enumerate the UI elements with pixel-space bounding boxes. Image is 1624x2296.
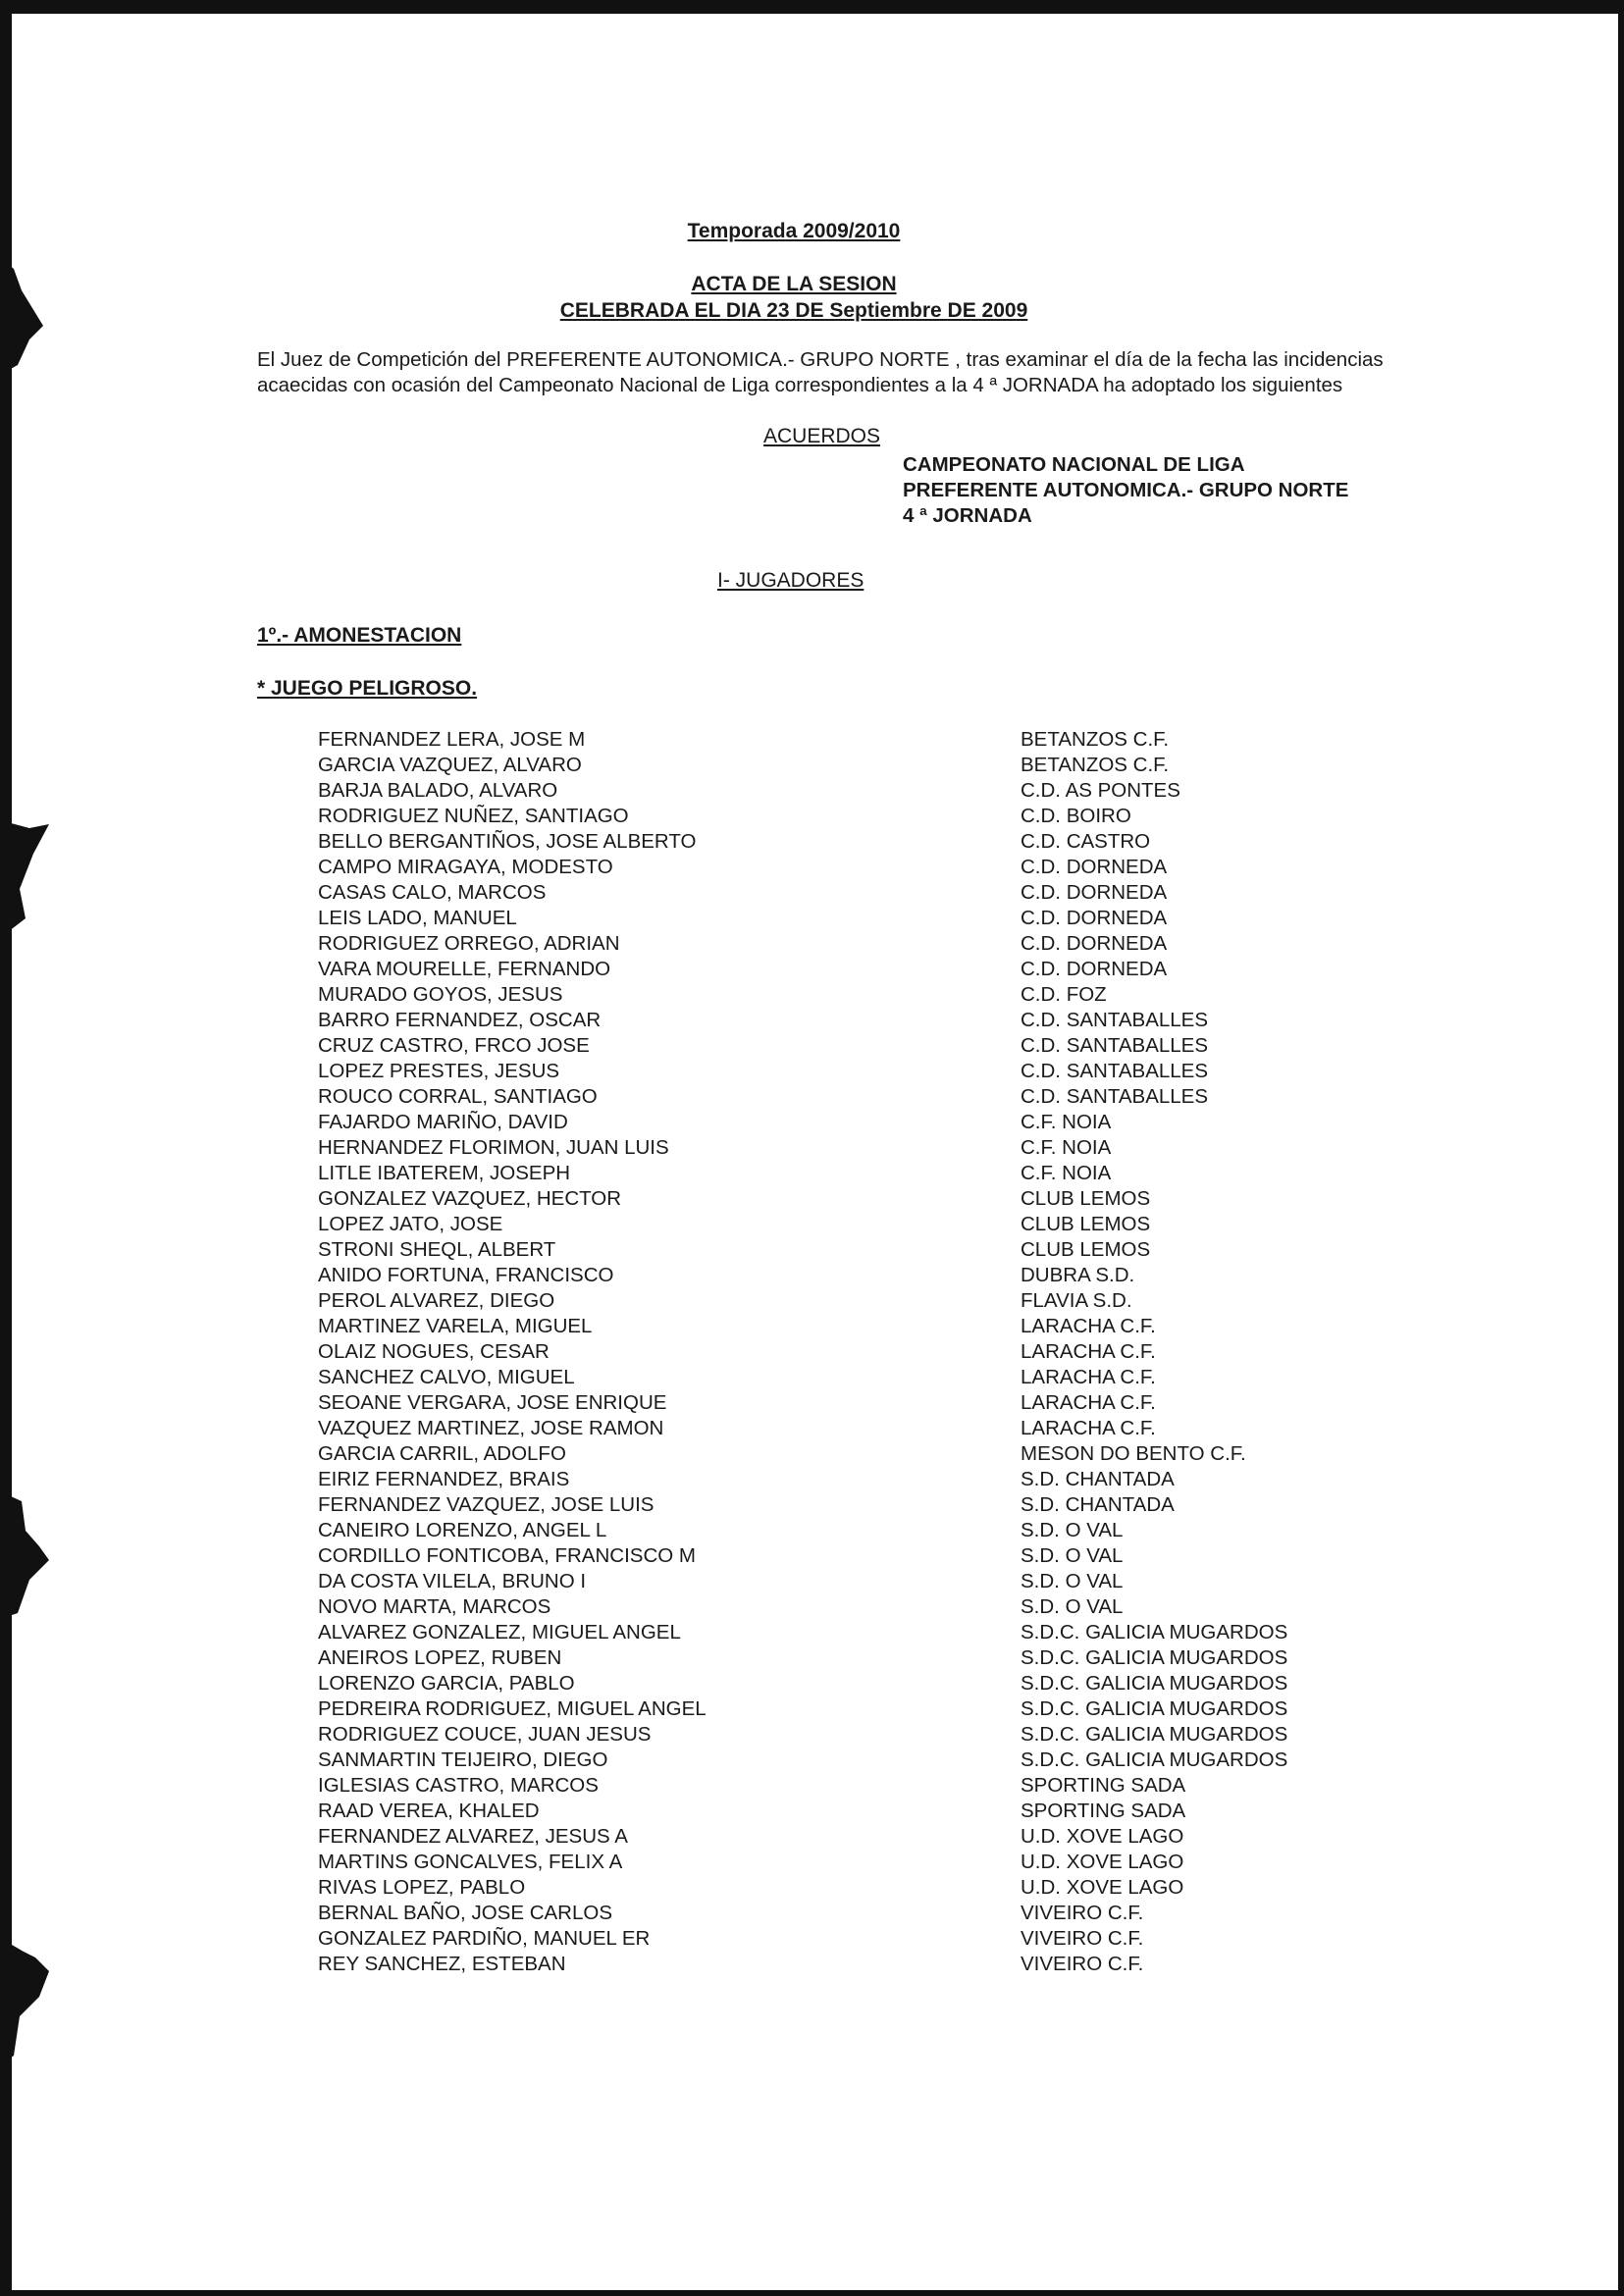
player-club: C.D. FOZ (1021, 983, 1107, 1006)
player-club: LARACHA C.F. (1021, 1391, 1156, 1414)
player-name: CAMPO MIRAGAYA, MODESTO (318, 856, 613, 878)
player-list (318, 727, 1397, 1977)
player-row (318, 1390, 1397, 1416)
player-row (318, 753, 1397, 778)
player-club: CLUB LEMOS (1021, 1238, 1151, 1261)
player-name: HERNANDEZ FLORIMON, JUAN LUIS (318, 1136, 669, 1159)
player-row (318, 1773, 1397, 1799)
player-row (318, 727, 1397, 753)
player-name: RODRIGUEZ ORREGO, ADRIAN (318, 932, 620, 955)
player-name: STRONI SHEQL, ALBERT (318, 1238, 556, 1261)
player-name: LOPEZ JATO, JOSE (318, 1213, 503, 1235)
player-row (318, 957, 1397, 982)
player-club: C.D. SANTABALLES (1021, 1060, 1209, 1082)
player-name: GONZALEZ PARDIÑO, MANUEL ER (318, 1927, 651, 1950)
player-club: VIVEIRO C.F. (1021, 1902, 1144, 1924)
player-name: CORDILLO FONTICOBA, FRANCISCO M (318, 1544, 696, 1567)
player-club: C.F. NOIA (1021, 1111, 1112, 1133)
player-row (318, 1339, 1397, 1365)
player-name: FAJARDO MARIÑO, DAVID (318, 1111, 568, 1133)
player-name: PEROL ALVAREZ, DIEGO (318, 1289, 555, 1312)
player-row (318, 1237, 1397, 1263)
player-row (318, 1722, 1397, 1748)
player-club: C.D. AS PONTES (1021, 779, 1180, 802)
player-row (318, 1875, 1397, 1901)
player-name: NOVO MARTA, MARCOS (318, 1595, 551, 1618)
intro-line: acaecidas con ocasión del Campeonato Nacional de Liga correspondientes a la 4 ª JORNADA ha adoptado los siguientes (257, 374, 1343, 396)
player-club: C.D. CASTRO (1021, 830, 1151, 853)
player-club: U.D. XOVE LAGO (1021, 1876, 1184, 1899)
player-row (318, 1263, 1397, 1288)
player-row (318, 1671, 1397, 1696)
player-name: RODRIGUEZ COUCE, JUAN JESUS (318, 1723, 652, 1746)
player-name: FERNANDEZ VAZQUEZ, JOSE LUIS (318, 1493, 655, 1516)
player-row (318, 880, 1397, 906)
player-row (318, 1543, 1397, 1569)
player-name: BARJA BALADO, ALVARO (318, 779, 558, 802)
player-row (318, 778, 1397, 804)
player-row (318, 1569, 1397, 1594)
player-name: GONZALEZ VAZQUEZ, HECTOR (318, 1187, 622, 1210)
subsection-heading: 1º.- AMONESTACION (257, 624, 462, 647)
player-club: S.D.C. GALICIA MUGARDOS (1021, 1646, 1288, 1669)
player-club: C.D. DORNEDA (1021, 881, 1168, 904)
player-name: ROUCO CORRAL, SANTIAGO (318, 1085, 598, 1108)
player-club: BETANZOS C.F. (1021, 754, 1170, 776)
player-name: OLAIZ NOGUES, CESAR (318, 1340, 550, 1363)
player-row (318, 982, 1397, 1008)
player-row (318, 1033, 1397, 1059)
player-row (318, 1594, 1397, 1620)
player-name: ALVAREZ GONZALEZ, MIGUEL ANGEL (318, 1621, 681, 1644)
competition-line: 4 ª JORNADA (903, 504, 1032, 527)
player-club: C.D. DORNEDA (1021, 856, 1168, 878)
player-club: LARACHA C.F. (1021, 1340, 1156, 1363)
player-row (318, 1696, 1397, 1722)
player-club: C.D. DORNEDA (1021, 932, 1168, 955)
intro-line: El Juez de Competición del PREFERENTE AUTONOMICA.- GRUPO NORTE , tras examinar el día de la fecha las incidencias (257, 348, 1384, 371)
player-name: CRUZ CASTRO, FRCO JOSE (318, 1034, 590, 1057)
player-row (318, 1288, 1397, 1314)
player-row (318, 1824, 1397, 1850)
player-club: C.D. SANTABALLES (1021, 1085, 1209, 1108)
player-club: S.D. O VAL (1021, 1595, 1124, 1618)
player-club: VIVEIRO C.F. (1021, 1953, 1144, 1975)
player-row (318, 1008, 1397, 1033)
player-club: CLUB LEMOS (1021, 1187, 1151, 1210)
player-name: MURADO GOYOS, JESUS (318, 983, 563, 1006)
player-row (318, 1748, 1397, 1773)
player-row (318, 1926, 1397, 1952)
player-name: LOPEZ PRESTES, JESUS (318, 1060, 560, 1082)
player-row (318, 1518, 1397, 1543)
intro-paragraph (257, 347, 1513, 398)
player-name: ANIDO FORTUNA, FRANCISCO (318, 1264, 614, 1286)
player-row (318, 906, 1397, 931)
category-heading: * JUEGO PELIGROSO. (257, 677, 478, 700)
player-row (318, 1314, 1397, 1339)
player-name: EIRIZ FERNANDEZ, BRAIS (318, 1468, 570, 1490)
session-date-title: CELEBRADA EL DIA 23 DE Septiembre DE 2009 (559, 299, 1028, 322)
player-row (318, 1416, 1397, 1441)
player-name: SANMARTIN TEIJEIRO, DIEGO (318, 1748, 608, 1771)
player-club: U.D. XOVE LAGO (1021, 1851, 1184, 1873)
player-club: C.D. DORNEDA (1021, 958, 1168, 980)
player-club: SPORTING SADA (1021, 1774, 1186, 1797)
player-name: VAZQUEZ MARTINEZ, JOSE RAMON (318, 1417, 664, 1439)
player-row (318, 804, 1397, 829)
player-row (318, 1135, 1397, 1161)
season-title: Temporada 2009/2010 (687, 220, 901, 242)
player-row (318, 1365, 1397, 1390)
player-row (318, 1059, 1397, 1084)
player-row (318, 1952, 1397, 1977)
player-club: SPORTING SADA (1021, 1800, 1186, 1822)
player-name: DA COSTA VILELA, BRUNO I (318, 1570, 587, 1592)
player-row (318, 1084, 1397, 1110)
player-club: S.D. O VAL (1021, 1570, 1124, 1592)
player-club: MESON DO BENTO C.F. (1021, 1442, 1246, 1465)
player-name: CASAS CALO, MARCOS (318, 881, 547, 904)
player-name: RIVAS LOPEZ, PABLO (318, 1876, 526, 1899)
player-club: S.D.C. GALICIA MUGARDOS (1021, 1697, 1288, 1720)
player-row (318, 1492, 1397, 1518)
player-club: C.D. DORNEDA (1021, 907, 1168, 929)
player-name: ANEIROS LOPEZ, RUBEN (318, 1646, 562, 1669)
player-row (318, 1186, 1397, 1212)
acta-title: ACTA DE LA SESION (691, 273, 897, 295)
player-name: MARTINS GONCALVES, FELIX A (318, 1851, 623, 1873)
player-club: S.D. O VAL (1021, 1544, 1124, 1567)
player-name: SEOANE VERGARA, JOSE ENRIQUE (318, 1391, 667, 1414)
player-name: RAAD VEREA, KHALED (318, 1800, 540, 1822)
competition-line: PREFERENTE AUTONOMICA.- GRUPO NORTE (903, 479, 1349, 501)
player-club: C.D. SANTABALLES (1021, 1009, 1209, 1031)
player-club: S.D. O VAL (1021, 1519, 1124, 1541)
competition-block (903, 452, 1348, 529)
player-club: C.D. SANTABALLES (1021, 1034, 1209, 1057)
player-name: MARTINEZ VARELA, MIGUEL (318, 1315, 593, 1337)
acuerdos-heading: ACUERDOS (763, 425, 881, 447)
player-name: RODRIGUEZ NUÑEZ, SANTIAGO (318, 805, 629, 827)
player-name: VARA MOURELLE, FERNANDO (318, 958, 611, 980)
player-row (318, 1620, 1397, 1645)
player-club: DUBRA S.D. (1021, 1264, 1135, 1286)
player-club: CLUB LEMOS (1021, 1213, 1151, 1235)
player-club: BETANZOS C.F. (1021, 728, 1170, 751)
player-row (318, 855, 1397, 880)
player-row (318, 1799, 1397, 1824)
player-row (318, 1161, 1397, 1186)
player-name: IGLESIAS CASTRO, MARCOS (318, 1774, 599, 1797)
player-club: S.D.C. GALICIA MUGARDOS (1021, 1672, 1288, 1695)
player-name: REY SANCHEZ, ESTEBAN (318, 1953, 566, 1975)
player-row (318, 1467, 1397, 1492)
player-club: C.D. BOIRO (1021, 805, 1131, 827)
player-row (318, 1441, 1397, 1467)
player-club: LARACHA C.F. (1021, 1366, 1156, 1388)
player-club: S.D.C. GALICIA MUGARDOS (1021, 1748, 1288, 1771)
player-club: VIVEIRO C.F. (1021, 1927, 1144, 1950)
player-name: FERNANDEZ ALVAREZ, JESUS A (318, 1825, 628, 1848)
player-name: GARCIA CARRIL, ADOLFO (318, 1442, 566, 1465)
player-club: S.D. CHANTADA (1021, 1468, 1175, 1490)
player-club: U.D. XOVE LAGO (1021, 1825, 1184, 1848)
player-name: GARCIA VAZQUEZ, ALVARO (318, 754, 582, 776)
player-row (318, 1901, 1397, 1926)
player-name: LEIS LADO, MANUEL (318, 907, 517, 929)
player-club: S.D. CHANTADA (1021, 1493, 1175, 1516)
player-name: LORENZO GARCIA, PABLO (318, 1672, 575, 1695)
player-row (318, 1645, 1397, 1671)
player-name: LITLE IBATEREM, JOSEPH (318, 1162, 571, 1184)
competition-line: CAMPEONATO NACIONAL DE LIGA (903, 453, 1245, 476)
player-club: S.D.C. GALICIA MUGARDOS (1021, 1723, 1288, 1746)
player-club: C.F. NOIA (1021, 1162, 1112, 1184)
player-name: BERNAL BAÑO, JOSE CARLOS (318, 1902, 612, 1924)
player-name: BARRO FERNANDEZ, OSCAR (318, 1009, 602, 1031)
player-name: PEDREIRA RODRIGUEZ, MIGUEL ANGEL (318, 1697, 707, 1720)
player-row (318, 931, 1397, 957)
player-club: LARACHA C.F. (1021, 1417, 1156, 1439)
player-name: BELLO BERGANTIÑOS, JOSE ALBERTO (318, 830, 697, 853)
player-club: LARACHA C.F. (1021, 1315, 1156, 1337)
player-row (318, 1110, 1397, 1135)
player-club: FLAVIA S.D. (1021, 1289, 1132, 1312)
player-club: C.F. NOIA (1021, 1136, 1112, 1159)
player-name: CANEIRO LORENZO, ANGEL L (318, 1519, 607, 1541)
player-row (318, 1850, 1397, 1875)
player-name: SANCHEZ CALVO, MIGUEL (318, 1366, 575, 1388)
player-club: S.D.C. GALICIA MUGARDOS (1021, 1621, 1288, 1644)
section-heading: I- JUGADORES (717, 569, 864, 592)
player-name: FERNANDEZ LERA, JOSE M (318, 728, 586, 751)
player-row (318, 829, 1397, 855)
player-row (318, 1212, 1397, 1237)
